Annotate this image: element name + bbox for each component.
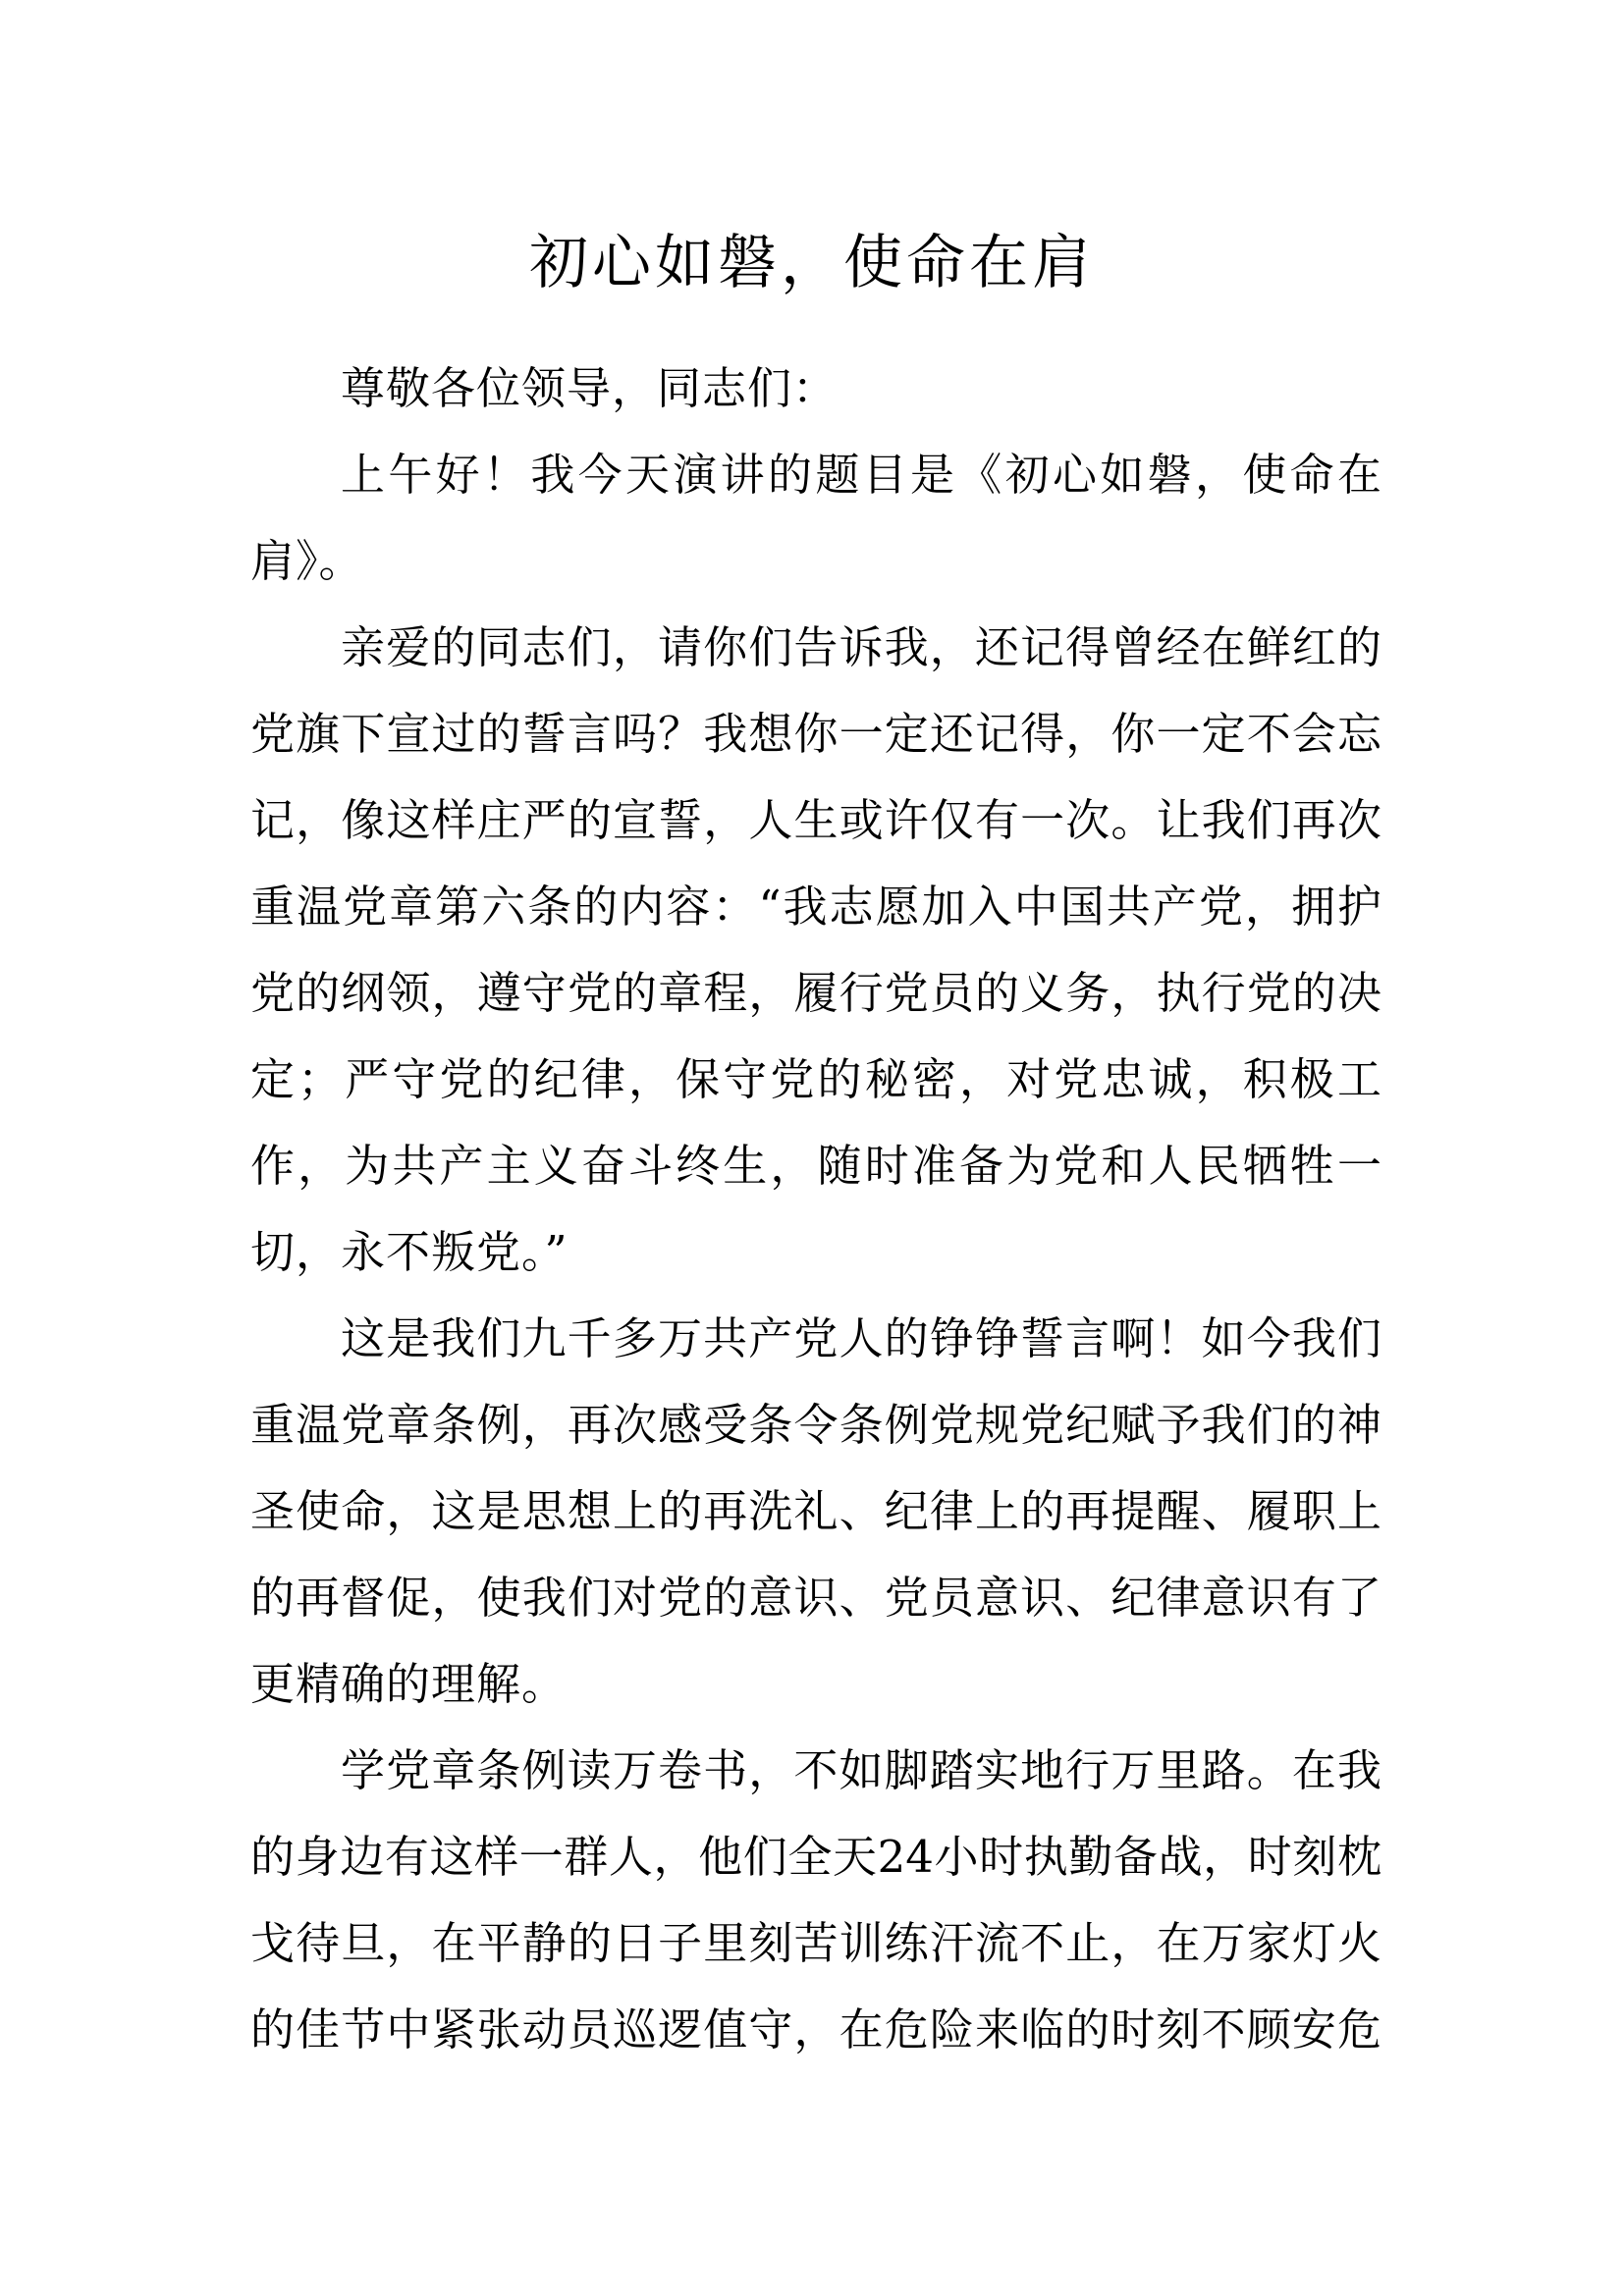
paragraph — [250, 1728, 1381, 2073]
text-line: 学党章条例读万卷书，不如脚踏实地行万里路。在我 — [341, 1744, 1381, 1796]
paragraph — [250, 605, 1381, 1296]
paragraph — [250, 432, 1381, 605]
document-title: 初心如磐，使命在肩 — [529, 229, 1095, 297]
paragraph — [250, 346, 1381, 432]
text-line: 的佳节中紧张动员巡逻值守，在危险来临的时刻不顾安危 — [250, 2003, 1381, 2056]
text-line: 尊敬各位领导，同志们： — [341, 362, 839, 414]
text-line: 戈待旦，在平静的日子里刻苦训练汗流不止，在万家灯火 — [250, 1917, 1381, 1969]
text-line: 重温党章第六条的内容：“我志愿加入中国共产党，拥护 — [250, 881, 1381, 933]
text-line: 肩》。 — [250, 535, 364, 587]
text-line: 定；严守党的纪律，保守党的秘密，对党忠诚，积极工 — [250, 1053, 1381, 1105]
text-line: 圣使命，这是思想上的再洗礼、纪律上的再提醒、履职上 — [250, 1485, 1381, 1537]
text-line: 上午好！我今天演讲的题目是《初心如磐，使命在 — [341, 449, 1381, 501]
text-line: 切，永不叛党。” — [250, 1226, 568, 1278]
text-line: 的身边有这样一群人，他们全天24小时执勤备战，时刻枕 — [250, 1831, 1381, 1883]
text-line: 记，像这样庄严的宣誓，人生或许仅有一次。让我们再次 — [250, 794, 1381, 846]
text-line: 的再督促，使我们对党的意识、党员意识、纪律意识有了 — [250, 1572, 1381, 1624]
paragraph — [250, 1296, 1381, 1728]
text-line: 作，为共产主义奋斗终生，随时准备为党和人民牺牲一 — [250, 1140, 1381, 1192]
text-line: 党旗下宣过的誓言吗？我想你一定还记得，你一定不会忘 — [250, 708, 1381, 760]
text-line: 重温党章条例，再次感受条令条例党规党纪赋予我们的神 — [250, 1399, 1381, 1451]
document-body — [250, 346, 1381, 2073]
text-line: 党的纲领，遵守党的章程，履行党员的义务，执行党的决 — [250, 967, 1381, 1019]
text-line: 这是我们九千多万共产党人的铮铮誓言啊！如今我们 — [341, 1312, 1381, 1364]
text-line: 亲爱的同志们，请你们告诉我，还记得曾经在鲜红的 — [341, 621, 1381, 673]
text-line: 更精确的理解。 — [250, 1658, 568, 1710]
